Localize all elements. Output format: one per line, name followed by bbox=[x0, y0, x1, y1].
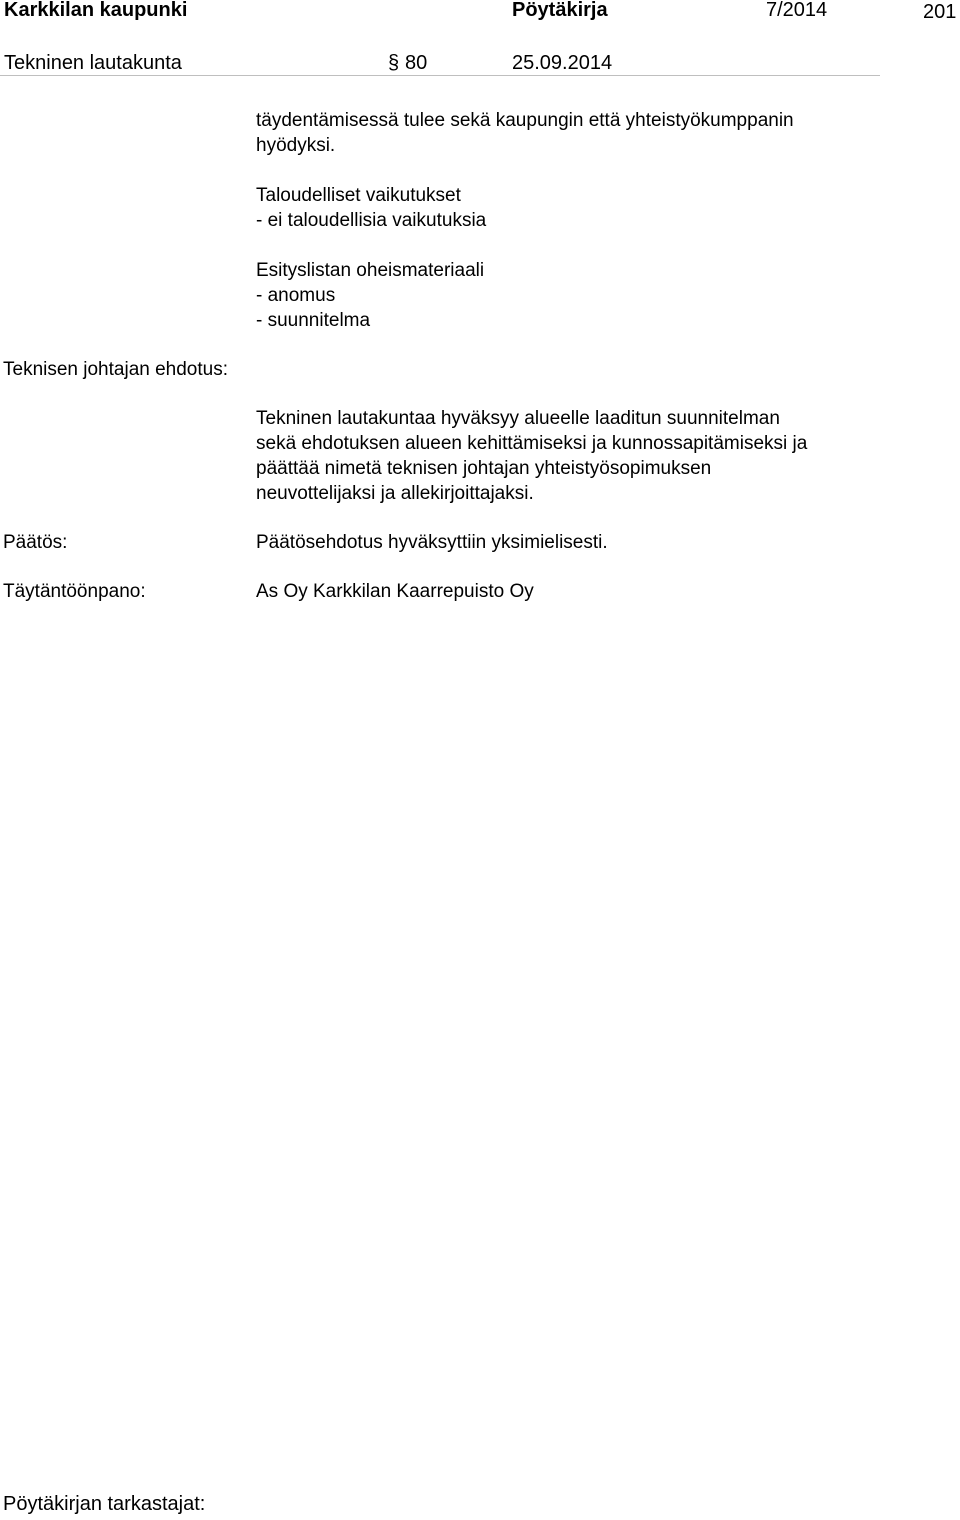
proposal-label: Teknisen johtajan ehdotus: bbox=[3, 359, 228, 380]
text-line: neuvottelijaksi ja allekirjoittajaksi. bbox=[256, 483, 534, 504]
committee-name: Tekninen lautakunta bbox=[4, 52, 182, 74]
text-line: Tekninen lautakuntaa hyväksyy alueelle laaditun suunnitelman bbox=[256, 408, 780, 429]
continuation-paragraph bbox=[256, 108, 794, 158]
text-line: päättää nimetä teknisen johtajan yhteistyösopimuksen bbox=[256, 458, 712, 479]
text-line: Esityslistan oheismateriaali bbox=[256, 260, 485, 281]
decision-label: Päätös: bbox=[3, 532, 68, 553]
proposal-text bbox=[256, 406, 807, 506]
text-line: hyödyksi. bbox=[256, 135, 336, 156]
text-line: - anomus bbox=[256, 285, 336, 306]
organization-name: Karkkilan kaupunki bbox=[4, 0, 188, 21]
execution-label: Täytäntöönpano: bbox=[3, 581, 146, 602]
section-symbol: § bbox=[388, 52, 400, 74]
issue-number: 7/2014 bbox=[766, 0, 828, 21]
text-line: sekä ehdotuksen alueen kehittämiseksi ja kunnossapitämiseksi ja bbox=[256, 433, 808, 454]
header-divider bbox=[0, 75, 880, 76]
section-number: 80 bbox=[405, 52, 428, 74]
meeting-date: 25.09.2014 bbox=[512, 52, 613, 74]
text-line: Päätösehdotus hyväksyttiin yksimielisesti. bbox=[256, 532, 608, 553]
reviewers-label: Pöytäkirjan tarkastajat: bbox=[3, 1493, 206, 1515]
financial-effects bbox=[256, 183, 486, 233]
decision-text bbox=[256, 530, 608, 555]
text-line: As Oy Karkkilan Kaarrepuisto Oy bbox=[256, 581, 534, 602]
agenda-materials bbox=[256, 258, 484, 333]
text-line: täydentämisessä tulee sekä kaupungin että yhteistyökumppanin bbox=[256, 110, 794, 131]
document-type: Pöytäkirja bbox=[512, 0, 608, 21]
text-line: - suunnitelma bbox=[256, 310, 371, 331]
page-number: 201 bbox=[923, 1, 957, 23]
text-line: Taloudelliset vaikutukset bbox=[256, 185, 461, 206]
text-line: - ei taloudellisia vaikutuksia bbox=[256, 210, 487, 231]
execution-text bbox=[256, 579, 534, 604]
